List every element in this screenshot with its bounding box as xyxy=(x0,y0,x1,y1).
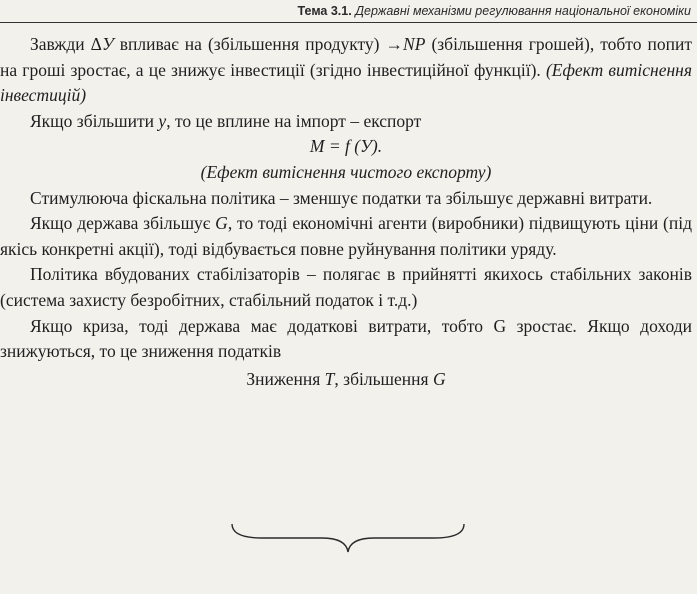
variable: у xyxy=(158,110,167,131)
header-topic: Тема 3.1. xyxy=(297,4,352,18)
variable: NP xyxy=(403,34,426,54)
text: Якщо збільшити xyxy=(30,110,159,131)
variable: G xyxy=(215,213,228,234)
text: впливає на (збільшення продукту) → xyxy=(113,34,404,54)
curly-brace-icon xyxy=(0,520,697,580)
paragraph-1 xyxy=(0,32,692,109)
variable: У xyxy=(101,34,114,54)
text: Якщо держава збільшує xyxy=(30,213,216,234)
brace-caption xyxy=(0,367,692,393)
paragraph-5: Політика вбудованих стабілізаторів – полягає в прийнятті якихось стабільних законів (система захисту безробітних, стабільний податок і т.д.) xyxy=(0,264,692,310)
formula: M = f (У). xyxy=(309,136,383,157)
body-text xyxy=(0,32,692,392)
effect-label: (Ефект витіснення інвестицій) xyxy=(0,59,692,106)
text: Завжди Δ xyxy=(30,34,102,54)
paragraph-6: Якщо криза, тоді держава має додаткові витрати, тобто G зростає. Якщо доходи знижуються, то це зниження податків xyxy=(0,315,692,362)
header-title: Державні механізми регулювання національної економіки xyxy=(355,4,691,18)
text: , збільшення xyxy=(334,368,433,389)
text: , то тоді економічні агенти (виробники) підвищують ціни (під якісь конкретні акції), тоді відбувається повне руйнування політики уряду. xyxy=(0,213,692,259)
text: Зниження xyxy=(246,368,325,389)
text: (збільшення грошей), тобто попит на гроші зростає, а це знижує інвестиції (згідно інвестиційної функції). xyxy=(0,34,692,80)
effect-label-2: (Ефект витіснення чистого експорту) xyxy=(200,161,492,182)
variable: G xyxy=(432,368,446,389)
text: , то це вплине на імпорт – експорт xyxy=(166,110,422,131)
paragraph-2 xyxy=(0,109,692,135)
variable: T xyxy=(324,368,335,389)
running-header xyxy=(0,4,691,18)
paragraph-4 xyxy=(0,211,692,262)
header-rule xyxy=(0,22,697,23)
paragraph-3: Стимулююча фіскальна політика – зменшує податки та збільшує державні витрати. xyxy=(30,187,653,208)
